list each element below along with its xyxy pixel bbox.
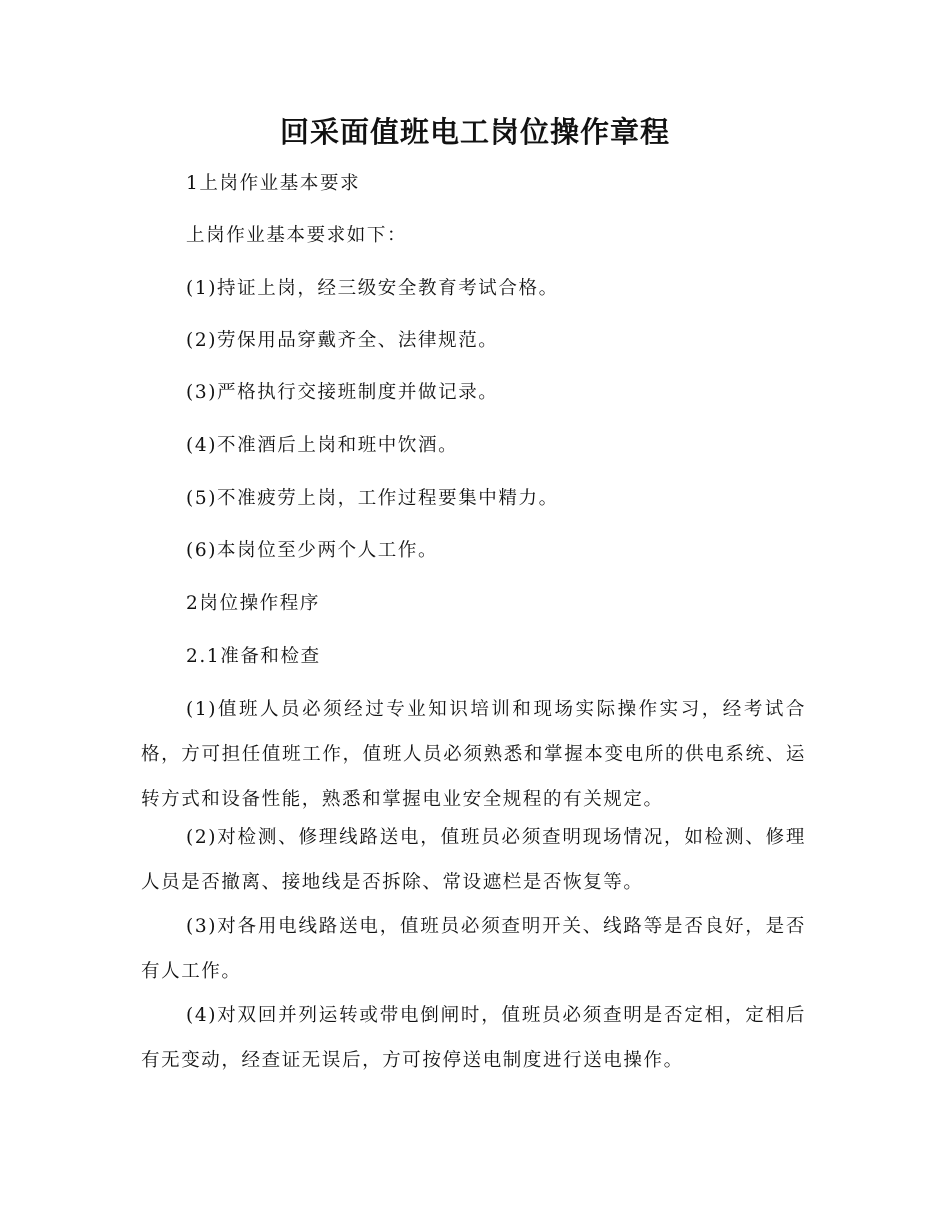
list-item: (2)劳保用品穿戴齐全、法律规范。 [186, 330, 499, 351]
list-item: (5)不准疲劳上岗，工作过程要集中精力。 [186, 488, 559, 509]
paragraph: (3)对各用电线路送电，值班员必须查明开关、线路等是否良好，是否有人工作。 [141, 916, 806, 982]
paragraph: (1)值班人员必须经过专业知识培训和现场实际操作实习，经考试合格，方可担任值班工作，值班人员必须熟悉和掌握本变电所的供电系统、运转方式和设备性能，熟悉和掌握电业安全规程的有关规定。 [141, 699, 806, 810]
paragraph: (4)对双回并列运转或带电倒闸时，值班员必须查明是否定相，定相后有无变动，经查证无误后，方可按停送电制度进行送电操作。 [141, 1005, 806, 1071]
section-intro: 上岗作业基本要求如下： [186, 225, 408, 246]
subsection-heading: 2.1准备和检查 [186, 646, 321, 667]
section-heading-1: 1上岗作业基本要求 [186, 173, 361, 194]
list-item: (1)持证上岗，经三级安全教育考试合格。 [186, 278, 559, 299]
document-title: 回采面值班电工岗位操作章程 [279, 115, 670, 149]
section-heading-2: 2岗位操作程序 [186, 593, 320, 614]
list-item: (3)严格执行交接班制度并做记录。 [186, 382, 499, 403]
list-item: (4)不准酒后上岗和班中饮酒。 [186, 435, 459, 456]
paragraph: (2)对检测、修理线路送电，值班员必须查明现场情况，如检测、修理人员是否撤离、接地线是否拆除、常设遮栏是否恢复等。 [141, 827, 806, 893]
list-item: (6)本岗位至少两个人工作。 [186, 540, 439, 561]
